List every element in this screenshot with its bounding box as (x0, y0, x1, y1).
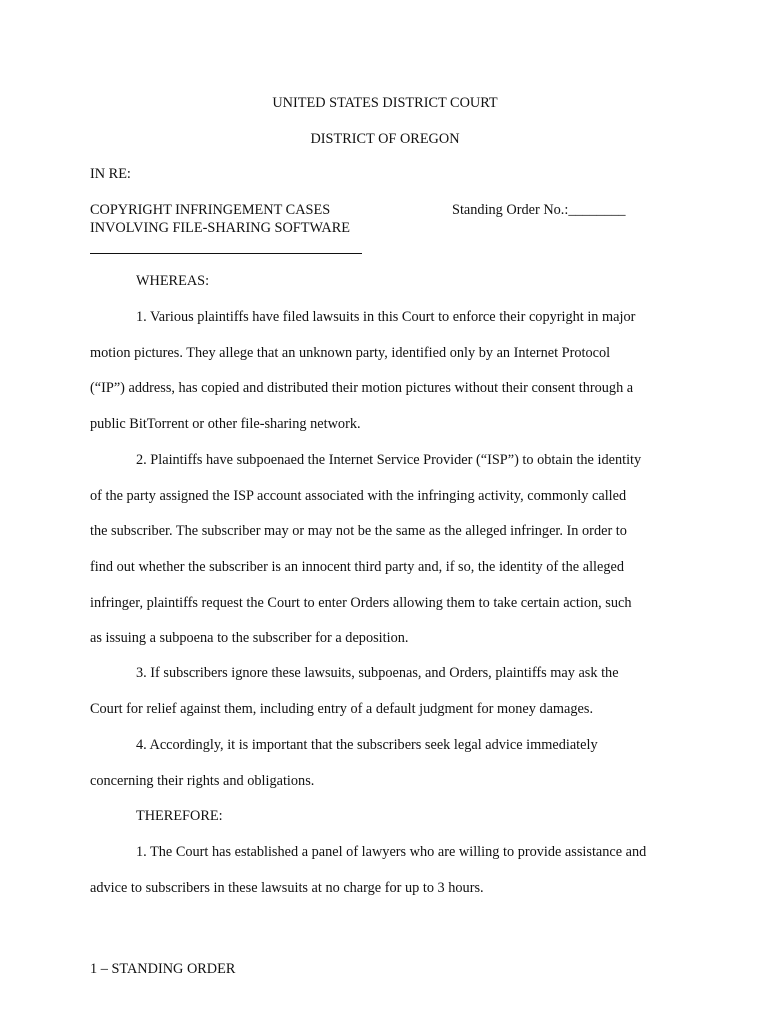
whereas-p2-line-1: 2. Plaintiffs have subpoenaed the Internet Service Provider (“ISP”) to obtain the identity (136, 452, 642, 468)
caption-line-1: COPYRIGHT INFRINGEMENT CASES (90, 202, 331, 218)
whereas-p1-line-4: public BitTorrent or other file-sharing network. (90, 416, 361, 432)
whereas-p1-line-3: (“IP”) address, has copied and distributed their motion pictures without their consent through a (90, 380, 634, 396)
whereas-p3-line-2: Court for relief against them, including entry of a default judgment for money damages. (90, 701, 594, 717)
district-name: DISTRICT OF OREGON (310, 131, 460, 147)
whereas-p2-line-5: infringer, plaintiffs request the Court to enter Orders allowing them to take certain action, such (90, 595, 632, 611)
whereas-p2-line-2: of the party assigned the ISP account associated with the infringing activity, commonly called (90, 488, 627, 504)
whereas-p4-line-1: 4. Accordingly, it is important that the subscribers seek legal advice immediately (136, 737, 598, 753)
whereas-p2-line-3: the subscriber. The subscriber may or may not be the same as the alleged infringer. In order to (90, 523, 627, 539)
whereas-p4-line-2: concerning their rights and obligations. (90, 773, 315, 789)
whereas-p3-line-1: 3. If subscribers ignore these lawsuits, subpoenas, and Orders, plaintiffs may ask the (136, 665, 619, 681)
in-re-label: IN RE: (90, 166, 131, 182)
caption-line-2: INVOLVING FILE-SHARING SOFTWARE (90, 220, 350, 236)
therefore-heading: THEREFORE: (136, 808, 223, 824)
whereas-p1-line-2: motion pictures. They allege that an unknown party, identified only by an Internet Protocol (90, 345, 611, 361)
whereas-p2-line-4: find out whether the subscriber is an innocent third party and, if so, the identity of the alleged (90, 559, 625, 575)
therefore-p1-line-2: advice to subscribers in these lawsuits at no charge for up to 3 hours. (90, 880, 484, 896)
whereas-p2-line-6: as issuing a subpoena to the subscriber for a deposition. (90, 630, 409, 646)
whereas-heading: WHEREAS: (136, 273, 210, 289)
court-name: UNITED STATES DISTRICT COURT (272, 95, 498, 111)
standing-order-number: Standing Order No.:________ (452, 202, 626, 218)
page-footer: 1 – STANDING ORDER (90, 961, 236, 977)
therefore-p1-line-1: 1. The Court has established a panel of lawyers who are willing to provide assistance and (136, 844, 647, 860)
caption-divider (90, 253, 362, 254)
whereas-p1-line-1: 1. Various plaintiffs have filed lawsuits in this Court to enforce their copyright in major (136, 309, 636, 325)
